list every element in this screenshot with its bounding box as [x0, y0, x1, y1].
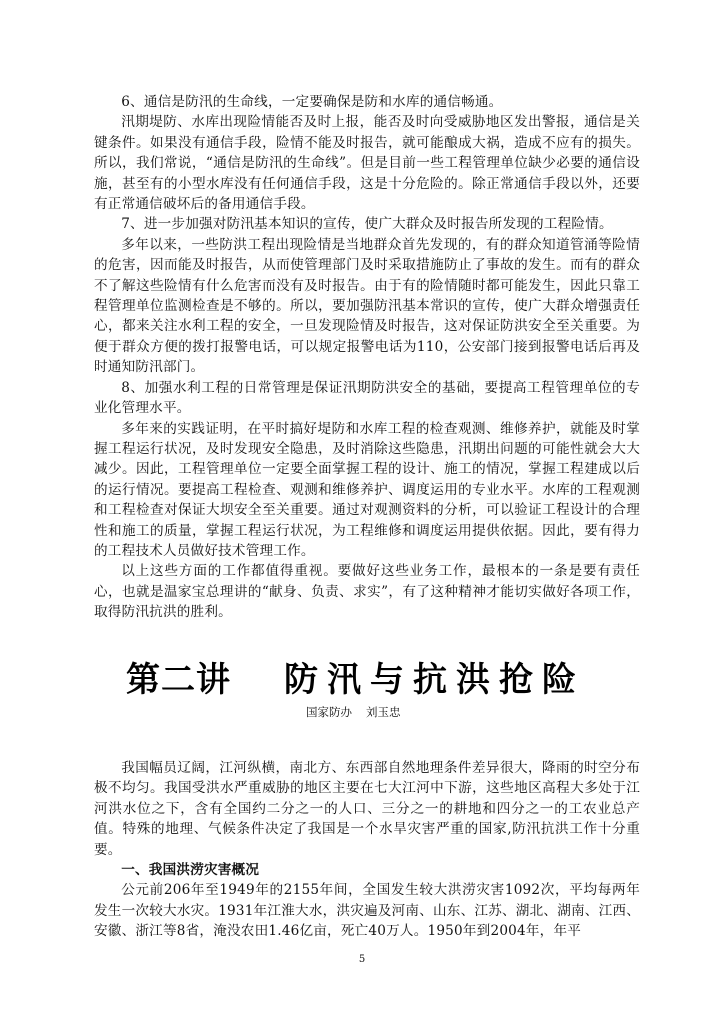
section-heading: 一、我国洪涝灾害概况: [121, 862, 260, 879]
chapter-name: 防汛与抗洪抢险: [284, 660, 585, 700]
chapter-number: 第二讲: [126, 660, 231, 700]
page-number: 5: [358, 954, 366, 965]
author-name: 刘玉忠: [366, 705, 401, 719]
paragraph-item-8: 8、加强水利工程的日常管理是保证汛期防洪安全的基础，要提高工程管理单位的专业化管理水平。: [94, 379, 640, 417]
paragraph-public-awareness: 多年以来，一些防洪工程出现险情是当地群众首先发现的，有的群众知道管涌等险情的危害，因而能及时报告，从而使管理部门及时采取措施防止了事故的发生。而有的群众不了解这些险情有什么危害而没有及时报告。由于有的险情随时都可能发生，因此只靠工程管理单位监测检查是不够的。所以，要加强防汛基本常识的宣传，使广大群众增强责任心，都来关注水利工程的安全，一旦发现险情及时报告，这对保证防洪安全至关重要。为便于群众方便的拨打报警电话，可以规定报警电话为110，公安部门接到报警电话后再及时通知防汛部门。: [94, 236, 640, 376]
top-text-section: [94, 92, 640, 623]
bottom-text-section: [94, 758, 640, 942]
paragraph-intro: 我国幅员辽阔，江河纵横，南北方、东西部自然地理条件差异很大，降雨的时空分布极不均匀。我国受洪水严重威胁的地区主要在七大江河中下游，这些地区高程大多处于江河洪水位之下，含有全国约二分之一的人口、三分之一的耕地和四分之一的工农业总产值。特殊的地理、气候条件决定了我国是一个水旱灾害严重的国家,防汛抗洪工作十分重要。: [94, 760, 640, 858]
paragraph-conclusion: 以上这些方面的工作都值得重视。要做好这些业务工作，最根本的一条是要有责任心，也就是温家宝总理讲的“献身、负责、求实”，有了这种精神才能切实做好各项工作，取得防汛抗洪的胜利。: [94, 563, 640, 621]
paragraph-item-6: 6、通信是防汛的生命线，一定要确保是防和水库的通信畅通。: [121, 94, 503, 110]
paragraph-flood-history: 公元前206年至1949年的2155年间，全国发生较大洪涝灾害1092次，平均每两年发生一次较大水灾。1931年江淮大水，洪灾遍及河南、山东、江苏、湖北、湖南、江西、安徽、浙江等8省，淹没农田1.46亿亩，死亡40万人。1950年到2004年，年平: [94, 882, 640, 940]
paragraph-communication: 汛期堤防、水库出现险情能否及时上报，能否及时向受威胁地区发出警报，通信是关键条件。如果没有通信手段，险情不能及时报告，就可能酿成大祸，造成不应有的损失。所以，我们常说，“通信是防汛的生命线”。但是目前一些工程管理单位缺少必要的通信设施，甚至有的小型水库没有任何通信手段，这是十分危险的。除正常通信手段以外，还要有正常通信破坏后的备用通信手段。: [94, 114, 640, 213]
paragraph-daily-management: 多年来的实践证明，在平时搞好堤防和水库工程的检查观测、维修养护，就能及时掌握工程运行状况，及时发现安全隐患，及时消除这些隐患，汛期出问题的可能性就会大大减少。因此，工程管理单位一定要全面掌握工程的设计、施工的情况，掌握工程建成以后的运行情况。要提高工程检查、观测和维修养护、调度运用的专业水平。水库的工程观测和工程检查对保证大坝安全至关重要。通过对观测资料的分析，可以验证工程设计的合理性和施工的质量，掌握工程运行状况，为工程维修和调度运用提供依据。因此，要有得力的工程技术人员做好技术管理工作。: [94, 420, 640, 559]
author-organization: 国家防办: [306, 705, 352, 719]
paragraph-item-7: 7、进一步加强对防汛基本知识的宣传，使广大群众及时报告所发现的工程险情。: [121, 216, 613, 233]
author-line: [306, 704, 401, 720]
